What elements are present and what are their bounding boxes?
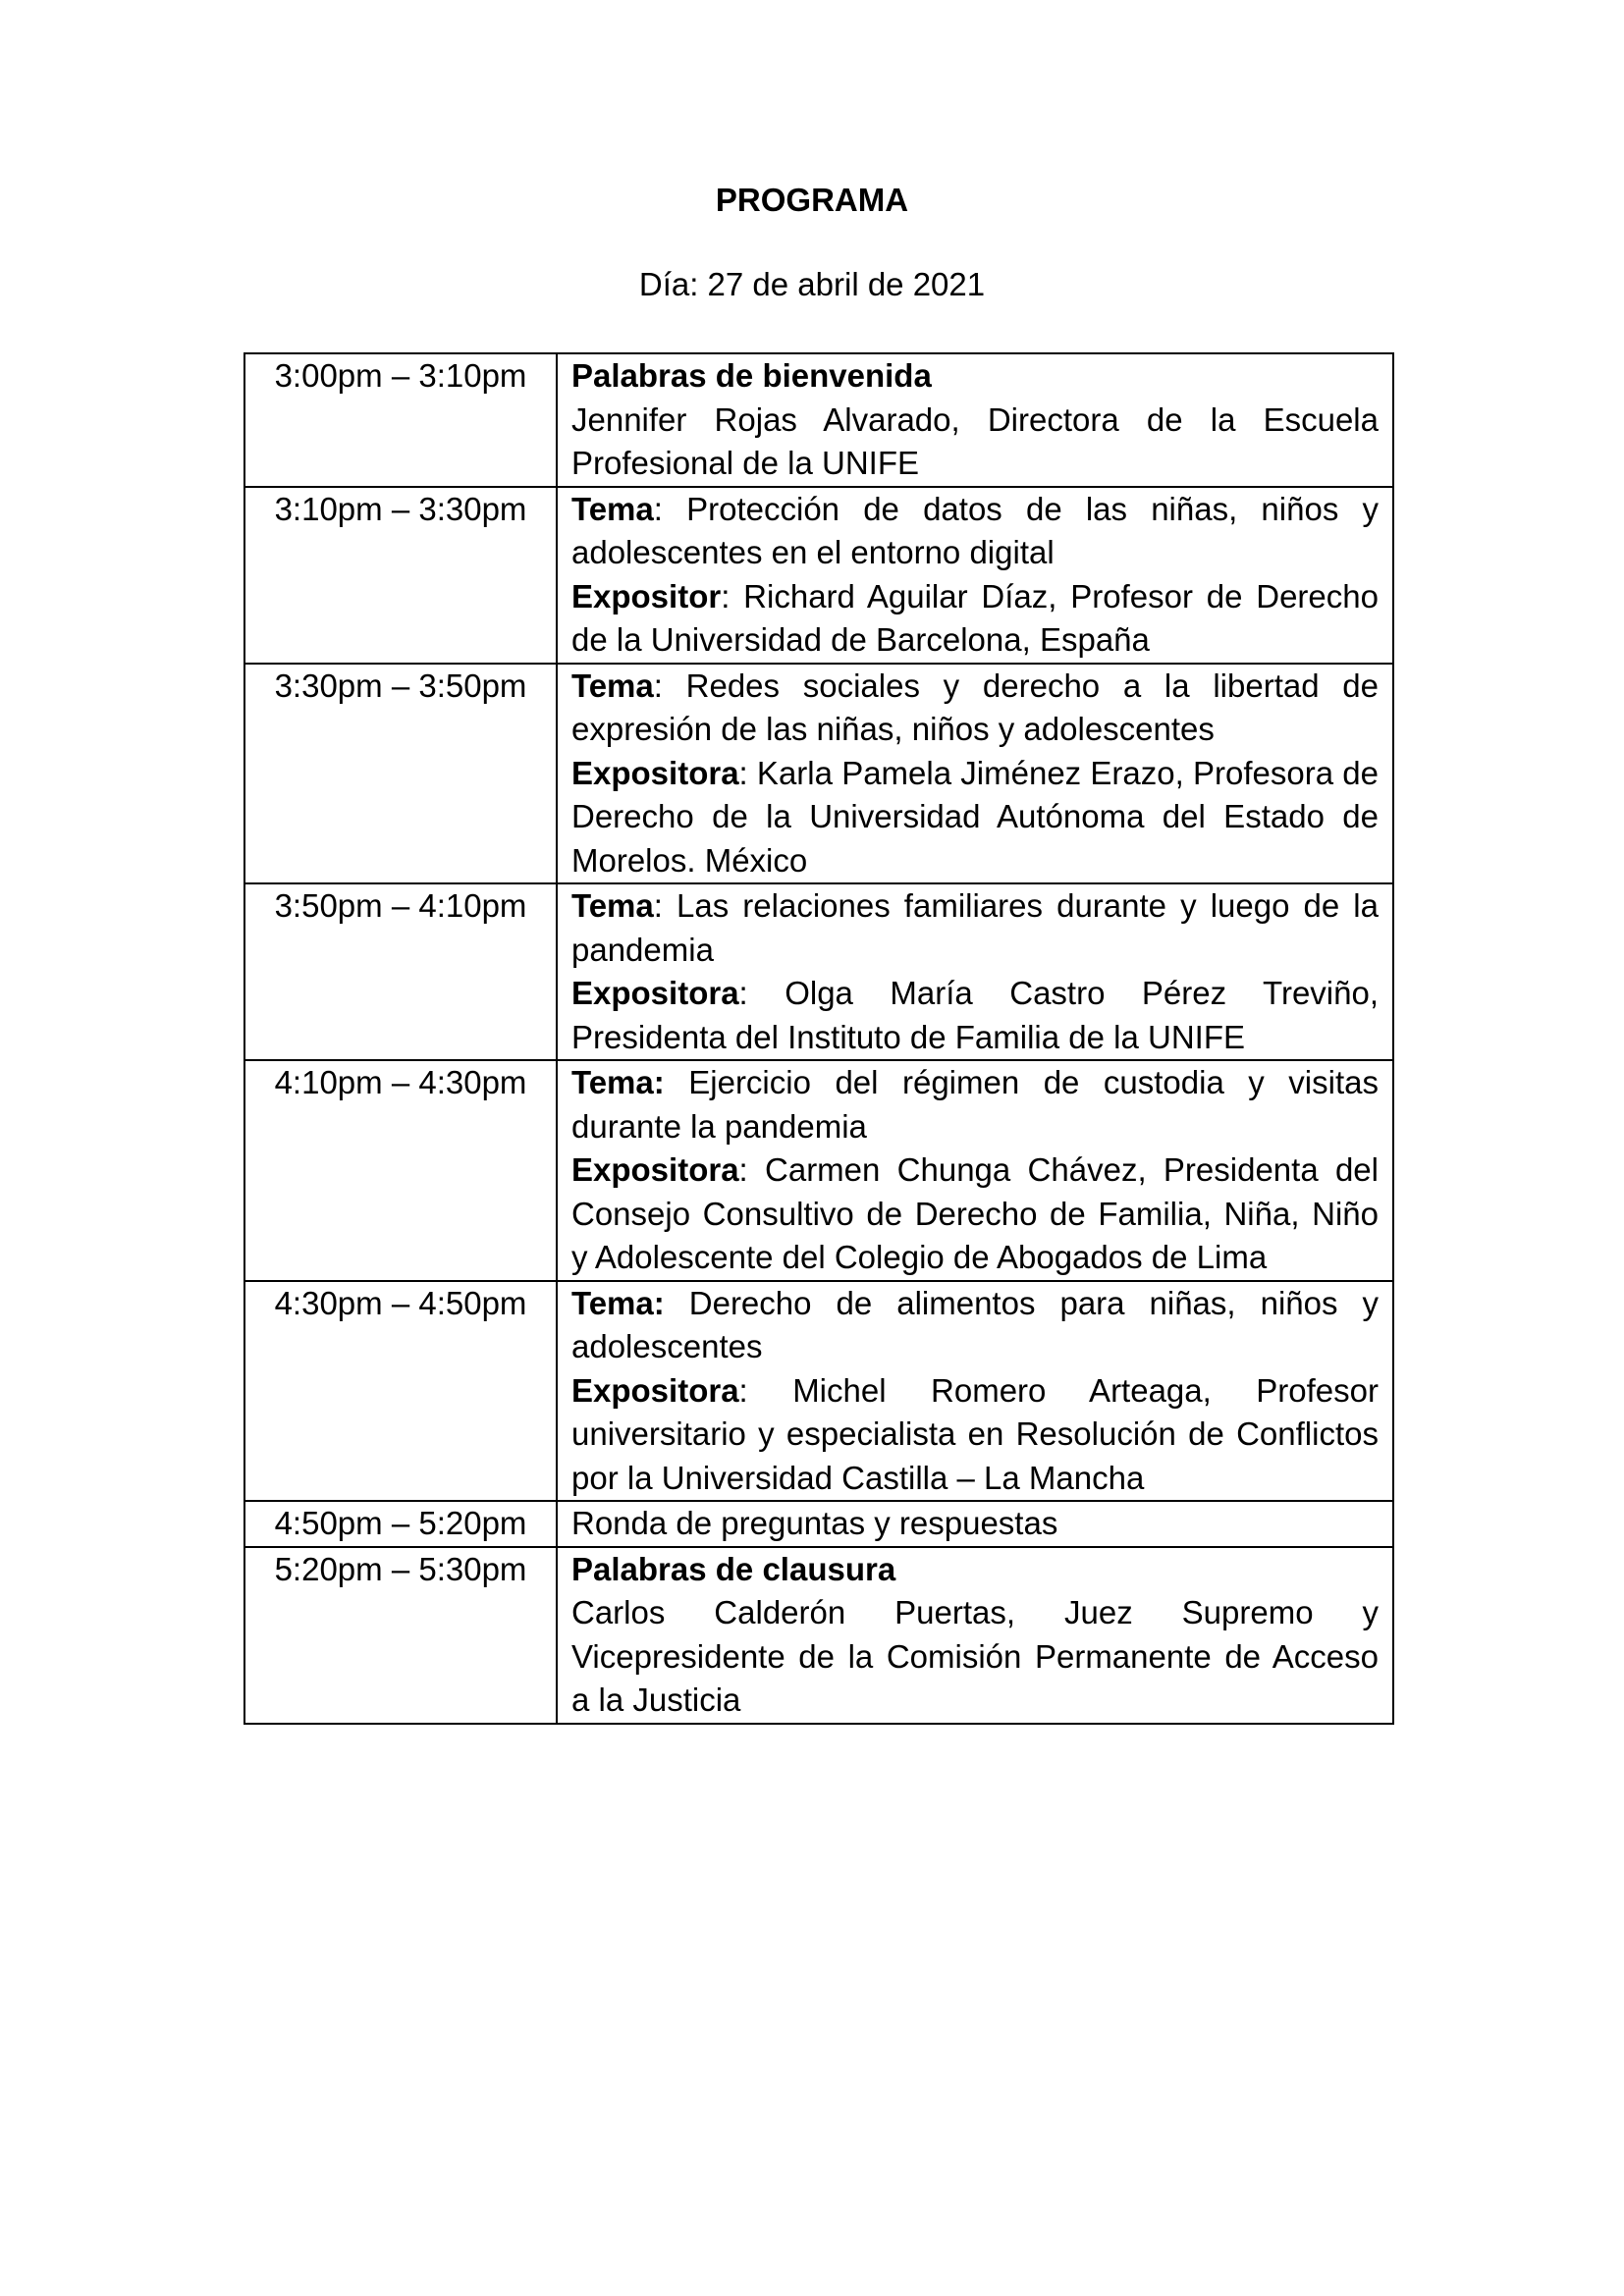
page-title: PROGRAMA <box>715 182 909 218</box>
session-heading: Palabras de bienvenida <box>571 357 932 394</box>
time-slot: 3:00pm – 3:10pm <box>244 353 557 487</box>
speaker-text: : Olga María Castro Pérez Treviño, Presidenta del Instituto de Familia de la UNIFE <box>571 975 1379 1055</box>
schedule-row <box>244 1281 1393 1502</box>
topic-text: : Las relaciones familiares durante y luego de la pandemia <box>571 887 1379 968</box>
session-description <box>557 1281 1393 1502</box>
topic-line <box>571 665 1379 752</box>
schedule-row <box>244 353 1393 487</box>
topic-text: : Protección de datos de las niñas, niños y adolescentes en el entorno digital <box>571 490 1379 570</box>
speaker-text: : Richard Aguilar Díaz, Profesor de Derecho de la Universidad de Barcelona, España <box>571 577 1379 658</box>
topic-label: Tema: <box>571 1284 665 1321</box>
speaker-label: Expositor <box>571 577 722 614</box>
time-slot: 5:20pm – 5:30pm <box>244 1547 557 1724</box>
time-slot: 3:10pm – 3:30pm <box>244 487 557 664</box>
speaker-label: Expositora <box>571 754 739 791</box>
program-date: Día: 27 de abril de 2021 <box>638 266 986 302</box>
session-text: Carlos Calderón Puertas, Juez Supremo y Vicepresidente de la Comisión Permanente de Acceso a la Justicia <box>571 1594 1379 1718</box>
session-text: Ronda de preguntas y respuestas <box>571 1505 1058 1541</box>
session-description <box>557 883 1393 1060</box>
session-description <box>557 353 1393 487</box>
speaker-line <box>571 752 1379 883</box>
schedule-row <box>244 1547 1393 1724</box>
session-description <box>557 1060 1393 1281</box>
topic-line <box>571 884 1379 972</box>
speaker-line <box>571 1148 1379 1280</box>
speaker-line <box>571 575 1379 663</box>
time-slot: 4:50pm – 5:20pm <box>244 1501 557 1547</box>
topic-text: Derecho de alimentos para niñas, niños y adolescentes <box>571 1284 1379 1364</box>
session-description <box>557 1501 1393 1547</box>
time-slot: 3:30pm – 3:50pm <box>244 664 557 884</box>
topic-line <box>571 488 1379 575</box>
schedule-row <box>244 1501 1393 1547</box>
schedule-row <box>244 487 1393 664</box>
session-description <box>557 487 1393 664</box>
session-description <box>557 1547 1393 1724</box>
topic-label: Tema <box>571 490 654 527</box>
speaker-text: : Michel Romero Arteaga, Profesor universitario y especialista en Resolución de Conflictos por la Universidad Castilla – La Mancha <box>571 1371 1379 1496</box>
topic-line <box>571 1282 1379 1369</box>
topic-label: Tema: <box>571 1064 665 1100</box>
topic-text: : Redes sociales y derecho a la libertad de expresión de las niñas, niños y adolescentes <box>571 667 1379 747</box>
speaker-label: Expositora <box>571 975 739 1011</box>
speaker-line <box>571 1369 1379 1501</box>
speaker-text: : Carmen Chunga Chávez, Presidenta del Consejo Consultivo de Derecho de Familia, Niña, Niño y Adolescente del Colegio de Abogados de Lima <box>571 1151 1379 1275</box>
topic-text: Ejercicio del régimen de custodia y visitas durante la pandemia <box>571 1064 1379 1145</box>
session-text: Jennifer Rojas Alvarado, Directora de la Escuela Profesional de la UNIFE <box>571 400 1379 481</box>
topic-line <box>571 1061 1379 1148</box>
schedule-row <box>244 664 1393 884</box>
speaker-label: Expositora <box>571 1151 739 1188</box>
time-slot: 4:10pm – 4:30pm <box>244 1060 557 1281</box>
speaker-line <box>571 972 1379 1059</box>
topic-label: Tema <box>571 667 654 704</box>
speaker-label: Expositora <box>571 1371 739 1409</box>
topic-label: Tema <box>571 887 654 924</box>
schedule-row <box>244 1060 1393 1281</box>
time-slot: 4:30pm – 4:50pm <box>244 1281 557 1502</box>
session-description <box>557 664 1393 884</box>
speaker-text: : Karla Pamela Jiménez Erazo, Profesora de Derecho de la Universidad Autónoma del Estado de Morelos. México <box>571 754 1379 879</box>
schedule-table <box>244 352 1394 1725</box>
time-slot: 3:50pm – 4:10pm <box>244 883 557 1060</box>
session-heading: Palabras de clausura <box>571 1550 896 1587</box>
schedule-row <box>244 883 1393 1060</box>
